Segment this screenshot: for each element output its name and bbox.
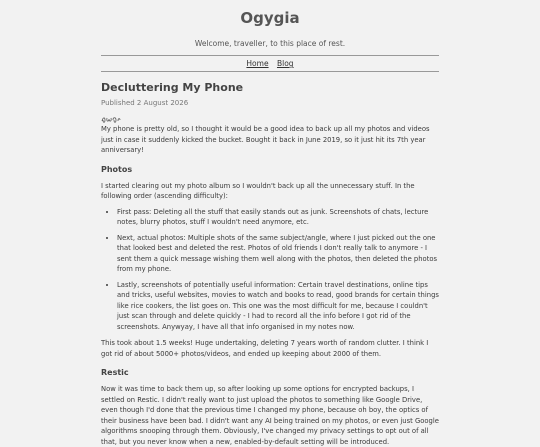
- list-item: • Next, actual photos: Multiple shots of the same subject/angle, where I just picked out the one that looked best and deleted the rest. Photos of old friends I don't really talk to anymore - I sent them a quick message wishing them well along with the photos, then deleted the photos from my phone.: [117, 233, 439, 275]
- nav-blog-link[interactable]: Blog: [276, 59, 294, 68]
- photos-intro-paragraph: I started clearing out my photo album so I wouldn't back up all the unnecessary stuff. In the following order (ascending difficulty):: [101, 181, 415, 200]
- post-published-date: Published 2 August 2026: [101, 99, 189, 107]
- section-heading-photos: Photos: [101, 164, 133, 174]
- signature-doodle-icon: [101, 109, 439, 118]
- post-title: Decluttering My Phone: [101, 81, 244, 94]
- post-intro-paragraph: My phone is pretty old, so I thought it would be a good idea to back up all my photos and videos just in case it suddenly kicked the bucket. Bought it back in June 2019, so it just hit its 7th year anniversary!: [101, 125, 430, 154]
- restic-paragraph: Now it was time to back them up, so after looking up some options for encrypted backups, I settled on Restic. I didn't really want to just upload the photos to something like Google Drive, even though I'd done that the previous time I changed my phone, because oh boy, the optics of their business have been bad. I didn't want any AI being trained on my photos, or even just Google algorithms snooping through them. Obviously, I've changed my privacy settings to opt out of all that, but you never know when a new, enabled-by-default setting will be introduced.: [101, 385, 439, 446]
- list-item: • Lastly, screenshots of potentially useful information: Certain travel destinations, online tips and tricks, useful websites, movies to watch and books to read, good brands for certain things like rice cookers, the list goes on. This one was the most difficult for me, because I couldn't just scan through and delete quickly - I had to record all the info before I got rid of the screenshots. Anywyay, I have all that info organised in my notes now.: [117, 280, 439, 333]
- site-tagline: Welcome, traveller, to this place of rest.: [194, 39, 346, 48]
- main-nav: [101, 55, 439, 72]
- nav-home-link[interactable]: Home: [246, 59, 269, 68]
- site-title: Ogygia: [240, 9, 300, 27]
- section-heading-restic: Restic: [101, 368, 129, 377]
- list-item: • First pass: Deleting all the stuff that easily stands out as junk. Screenshots of chats, lecture notes, blurry photos, stuff I wouldn't need anymore, etc.: [117, 207, 439, 228]
- site-header: [0, 0, 540, 49]
- post-content: [101, 81, 439, 447]
- photos-outro-paragraph: This took about 1.5 weeks! Huge undertaking, deleting 7 years worth of random clutter. I think I got rid of about 5000+ photos/videos, and ended up keeping about 2000 of them.: [101, 339, 429, 358]
- photos-steps-list: [101, 207, 439, 333]
